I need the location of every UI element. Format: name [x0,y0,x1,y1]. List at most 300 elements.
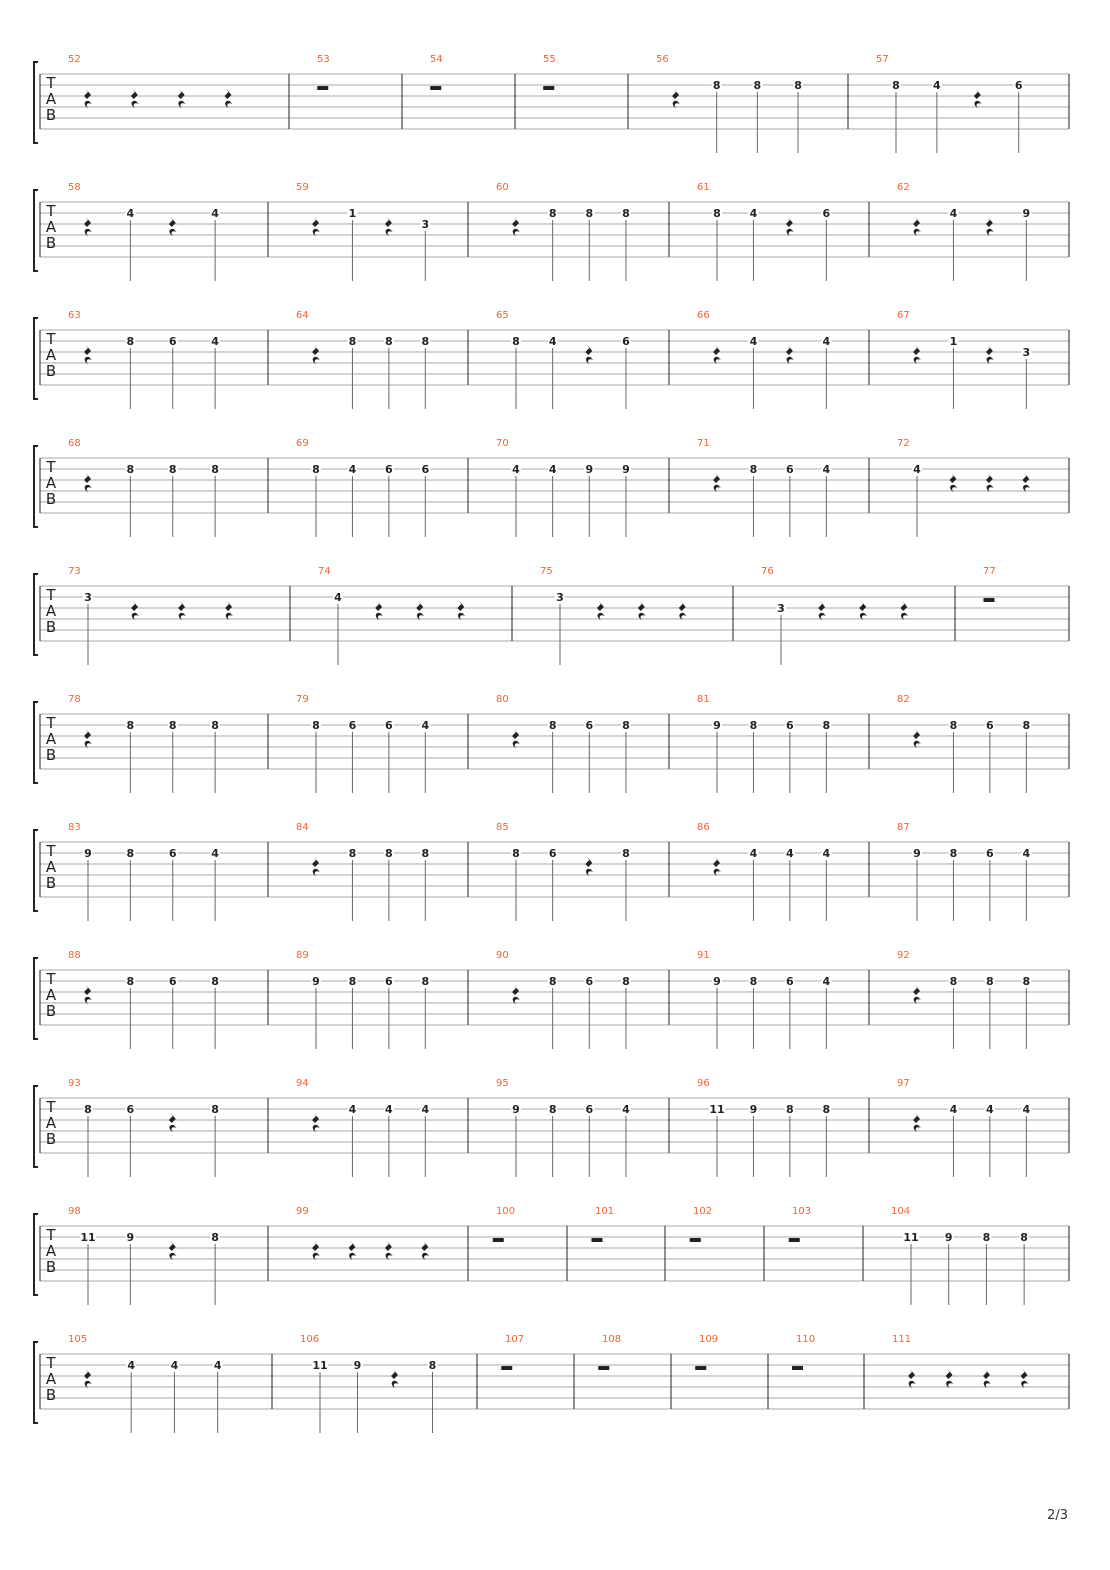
page-number: 2/3 [1047,1508,1068,1523]
fret-number: 8 [126,975,135,988]
measure-number: 60 [496,182,509,193]
tab-clef-letter: A [45,730,57,748]
fret-number: 4 [512,463,520,476]
whole-rest [543,86,554,90]
quarter-rest [416,601,424,620]
tab-system [34,1078,1069,1177]
fret-number: 8 [786,1103,794,1116]
quarter-rest [84,1369,92,1388]
fret-number: 8 [421,975,430,988]
quarter-rest [84,345,92,364]
quarter-rest [512,729,520,748]
measure [897,694,1031,793]
tab-clef-letter: B [45,1130,57,1148]
fret-number: 8 [548,719,557,732]
fret-number: 8 [512,847,520,860]
fret-number: 6 [585,719,594,732]
fret-number: 6 [126,1103,135,1116]
quarter-rest [178,89,186,108]
measure-number: 111 [892,1334,912,1345]
fret-number: 8 [312,719,320,732]
fret-number: 9 [913,847,921,860]
whole-rest [984,598,995,602]
fret-number: 8 [211,719,219,732]
fret-number: 4 [913,463,921,476]
whole-rest [690,1238,701,1242]
system-bracket [34,830,38,911]
fret-number: 11 [709,1103,725,1116]
quarter-rest [421,1241,429,1260]
fret-number: 8 [385,847,393,860]
tab-clef-letter: B [45,234,57,252]
quarter-rest [375,601,383,620]
quarter-rest [786,345,794,364]
measure [68,310,220,409]
fret-number: 4 [548,463,557,476]
whole-rest [789,1238,800,1242]
measure-number: 88 [68,950,81,961]
system-bracket [34,446,38,527]
fret-number: 4 [1022,847,1031,860]
measure-number: 108 [602,1334,622,1345]
fret-number: 4 [126,207,135,220]
tab-clef-letter: T [46,586,56,604]
measure [496,950,631,1049]
measure [296,950,430,1049]
quarter-rest [169,217,177,236]
fret-number: 8 [428,1359,437,1372]
measure [697,822,831,921]
fret-number: 6 [585,975,594,988]
tab-clef-letter: B [45,1258,57,1276]
fret-number: 4 [421,1103,430,1116]
measure-number: 68 [68,438,81,449]
fret-number: 8 [211,975,219,988]
measure-number: 63 [68,310,81,321]
fret-number: 4 [213,1359,222,1372]
measure [318,566,465,665]
fret-number: 8 [822,1103,831,1116]
fret-number: 8 [712,79,721,92]
fret-number: 11 [903,1231,919,1244]
measure-number: 53 [317,54,330,65]
fret-number: 8 [1022,975,1031,988]
quarter-rest [986,473,994,492]
fret-number: 4 [822,335,831,348]
measure [876,54,1024,153]
fret-number: 8 [211,1103,219,1116]
measure [68,950,220,1049]
fret-number: 3 [421,218,430,231]
quarter-rest [84,89,92,108]
measure-number: 92 [897,950,910,961]
fret-number: 6 [385,975,393,988]
measure [68,1206,220,1305]
whole-rest [501,1366,512,1370]
system-bracket [34,702,38,783]
fret-number: 8 [1020,1231,1028,1244]
fret-number: 4 [127,1359,136,1372]
fret-number: 9 [944,1231,953,1244]
measure-number: 67 [897,310,910,321]
tab-clef-letter: T [46,1354,56,1372]
tab-system [34,438,1069,537]
fret-number: 8 [512,335,520,348]
fret-number: 6 [168,335,177,348]
measure [68,54,232,108]
measure-number: 96 [697,1078,710,1089]
tab-clef-letter: B [45,1386,57,1404]
measure [496,694,631,793]
quarter-rest [312,345,320,364]
fret-number: 3 [1022,346,1031,359]
measure [761,566,908,665]
measure [697,694,831,793]
fret-number: 11 [312,1359,328,1372]
quarter-rest [512,217,520,236]
fret-number: 8 [168,463,177,476]
fret-number: 4 [949,1103,958,1116]
measure-number: 65 [496,310,509,321]
tab-clef-letter: T [46,330,56,348]
tab-system [34,1334,1069,1433]
fret-number: 8 [749,719,758,732]
quarter-rest [348,1241,356,1260]
fret-number: 4 [548,335,557,348]
system-bracket [34,1214,38,1295]
measure-number: 66 [697,310,710,321]
fret-number: 4 [622,1103,630,1116]
fret-number: 8 [312,463,320,476]
fret-number: 4 [348,1103,357,1116]
tab-clef-letter: T [46,970,56,988]
fret-number: 8 [168,719,177,732]
measure-number: 72 [897,438,910,449]
measure-number: 75 [540,566,553,577]
quarter-rest [224,89,232,108]
measure-number: 55 [543,54,556,65]
fret-number: 8 [548,975,557,988]
quarter-rest [312,857,320,876]
quarter-rest [225,601,233,620]
quarter-rest [512,985,520,1004]
fret-number: 6 [385,463,393,476]
fret-number: 8 [421,847,430,860]
measure-number: 54 [430,54,443,65]
fret-number: 9 [312,975,320,988]
measure [540,566,687,665]
measure-number: 80 [496,694,509,705]
fret-number: 4 [421,719,430,732]
fret-number: 4 [385,1103,393,1116]
measure-number: 87 [897,822,910,833]
measure [897,182,1031,281]
measure [68,1078,220,1177]
tab-clef-letter: A [45,858,57,876]
measure [897,822,1031,921]
quarter-rest [585,345,593,364]
tab-clef-letter: T [46,458,56,476]
fret-number: 6 [548,847,557,860]
fret-number: 4 [170,1359,179,1372]
fret-number: 9 [622,463,630,476]
fret-number: 11 [80,1231,96,1244]
tab-system [34,950,1069,1049]
tab-clef-letter: A [45,1114,57,1132]
measure-number: 103 [792,1206,812,1217]
measure [892,1334,1029,1388]
measure-number: 101 [595,1206,615,1217]
measure-number: 64 [296,310,309,321]
tab-clef-letter: B [45,746,57,764]
fret-number: 4 [211,207,219,220]
quarter-rest [385,217,393,236]
quarter-rest [713,345,721,364]
fret-number: 8 [749,975,758,988]
quarter-rest [638,601,646,620]
fret-number: 8 [622,719,630,732]
fret-number: 8 [126,335,135,348]
fret-number: 4 [1022,1103,1031,1116]
whole-rest [598,1366,609,1370]
measure-number: 73 [68,566,81,577]
fret-number: 4 [348,463,357,476]
measure [296,822,430,921]
fret-number: 9 [713,719,721,732]
measure-number: 85 [496,822,509,833]
measure-number: 82 [897,694,910,705]
measure-number: 69 [296,438,309,449]
whole-rest [792,1366,803,1370]
measure-number: 95 [496,1078,509,1089]
measure-number: 105 [68,1334,88,1345]
quarter-rest [1022,473,1030,492]
tab-clef-letter: A [45,1370,57,1388]
tab-clef-letter: T [46,1226,56,1244]
fret-number: 8 [126,719,135,732]
fret-number: 6 [822,207,831,220]
measure-number: 81 [697,694,710,705]
fret-number: 4 [786,847,794,860]
tab-clef-letter: B [45,874,57,892]
measure-number: 99 [296,1206,309,1217]
fret-number: 9 [713,975,721,988]
measure-number: 93 [68,1078,81,1089]
system-bracket [34,574,38,655]
quarter-rest [713,857,721,876]
quarter-rest [131,601,139,620]
quarter-rest [983,1369,991,1388]
whole-rest [695,1366,706,1370]
measure [897,438,1030,537]
fret-number: 4 [933,79,941,92]
quarter-rest [913,1113,921,1132]
measure-number: 62 [897,182,910,193]
tab-clef-letter: T [46,1098,56,1116]
measure [300,1334,438,1433]
fret-number: 6 [1014,79,1023,92]
fret-number: 6 [385,719,393,732]
fret-number: 6 [786,719,794,732]
measure-number: 110 [796,1334,816,1345]
quarter-rest [312,217,320,236]
tab-clef-letter: A [45,986,57,1004]
measure [296,310,430,409]
tab-clef-letter: T [46,202,56,220]
measure-number: 107 [505,1334,525,1345]
fret-number: 9 [1022,207,1031,220]
measure-number: 77 [983,566,996,577]
quarter-rest [84,729,92,748]
fret-number: 8 [126,463,135,476]
fret-number: 4 [949,207,958,220]
quarter-rest [84,217,92,236]
quarter-rest [178,601,186,620]
fret-number: 8 [348,847,357,860]
fret-number: 8 [794,79,802,92]
measure-number: 71 [697,438,710,449]
tab-system [34,182,1069,281]
quarter-rest [1021,1369,1029,1388]
fret-number: 6 [348,719,357,732]
fret-number: 8 [1022,719,1031,732]
fret-number: 9 [353,1359,362,1372]
fret-number: 8 [84,1103,92,1116]
tab-clef-letter: B [45,106,57,124]
tab-clef-letter: B [45,490,57,508]
tab-clef-letter: T [46,842,56,860]
fret-number: 8 [622,847,630,860]
fret-number: 8 [421,335,430,348]
fret-number: 6 [168,975,177,988]
quarter-rest [679,601,687,620]
fret-number: 9 [512,1103,520,1116]
tab-clef-letter: T [46,74,56,92]
fret-number: 8 [949,847,958,860]
quarter-rest [986,217,994,236]
fret-number: 4 [822,463,831,476]
fret-number: 1 [348,207,357,220]
measure [897,950,1031,1049]
measure-number: 94 [296,1078,309,1089]
quarter-rest [949,473,957,492]
quarter-rest [131,89,139,108]
fret-number: 3 [777,602,785,615]
whole-rest [493,1238,504,1242]
measure-number: 61 [697,182,710,193]
tab-clef-letter: A [45,346,57,364]
measure-number: 79 [296,694,309,705]
measure [697,310,831,409]
fret-number: 4 [822,847,831,860]
measure [697,438,831,537]
measure-number: 58 [68,182,81,193]
quarter-rest [312,1113,320,1132]
measure-number: 57 [876,54,889,65]
tab-system [34,694,1069,793]
fret-number: 6 [786,975,794,988]
fret-number: 8 [211,1231,219,1244]
tab-system [34,566,1069,665]
fret-number: 6 [168,847,177,860]
fret-number: 8 [385,335,393,348]
measure [68,694,220,793]
measure-number: 102 [693,1206,713,1217]
quarter-rest [597,601,605,620]
fret-number: 8 [892,79,900,92]
quarter-rest [818,601,826,620]
measure [68,822,220,921]
quarter-rest [457,601,465,620]
fret-number: 8 [822,719,831,732]
measure [496,822,631,921]
quarter-rest [391,1369,399,1388]
whole-rest [592,1238,603,1242]
fret-number: 4 [211,335,219,348]
quarter-rest [913,985,921,1004]
fret-number: 9 [749,1103,758,1116]
tab-clef-letter: T [46,714,56,732]
quarter-rest [672,89,680,108]
fret-number: 4 [211,847,219,860]
measure [496,310,631,409]
quarter-rest [786,217,794,236]
fret-number: 1 [949,335,958,348]
measure-number: 86 [697,822,710,833]
fret-number: 8 [348,975,357,988]
measure [496,1078,631,1177]
measure [68,438,220,537]
measure [496,182,631,281]
fret-number: 8 [126,847,135,860]
tab-system [34,54,1069,153]
fret-number: 8 [211,463,219,476]
measure-number: 90 [496,950,509,961]
quarter-rest [84,473,92,492]
measure-number: 83 [68,822,81,833]
fret-number: 8 [548,207,557,220]
measure-number: 70 [496,438,509,449]
measure [891,1206,1029,1305]
fret-number: 8 [713,207,721,220]
measure [897,1078,1031,1177]
system-bracket [34,62,38,143]
fret-number: 4 [822,975,831,988]
measure [496,438,631,537]
measure-number: 91 [697,950,710,961]
fret-number: 8 [749,463,758,476]
measure [296,438,430,537]
measure [697,1078,831,1177]
fret-number: 3 [84,591,92,604]
fret-number: 9 [126,1231,135,1244]
fret-number: 4 [749,847,758,860]
quarter-rest [312,1241,320,1260]
measure-number: 59 [296,182,309,193]
fret-number: 8 [622,975,630,988]
tab-clef-letter: A [45,1242,57,1260]
tab-clef-letter: A [45,602,57,620]
fret-number: 6 [986,847,994,860]
quarter-rest [913,217,921,236]
measure-number: 109 [699,1334,719,1345]
quarter-rest [859,601,867,620]
measure-number: 104 [891,1206,911,1217]
system-bracket [34,1086,38,1167]
measure [296,694,430,793]
tab-clef-letter: B [45,362,57,380]
tab-system [34,1206,1069,1305]
